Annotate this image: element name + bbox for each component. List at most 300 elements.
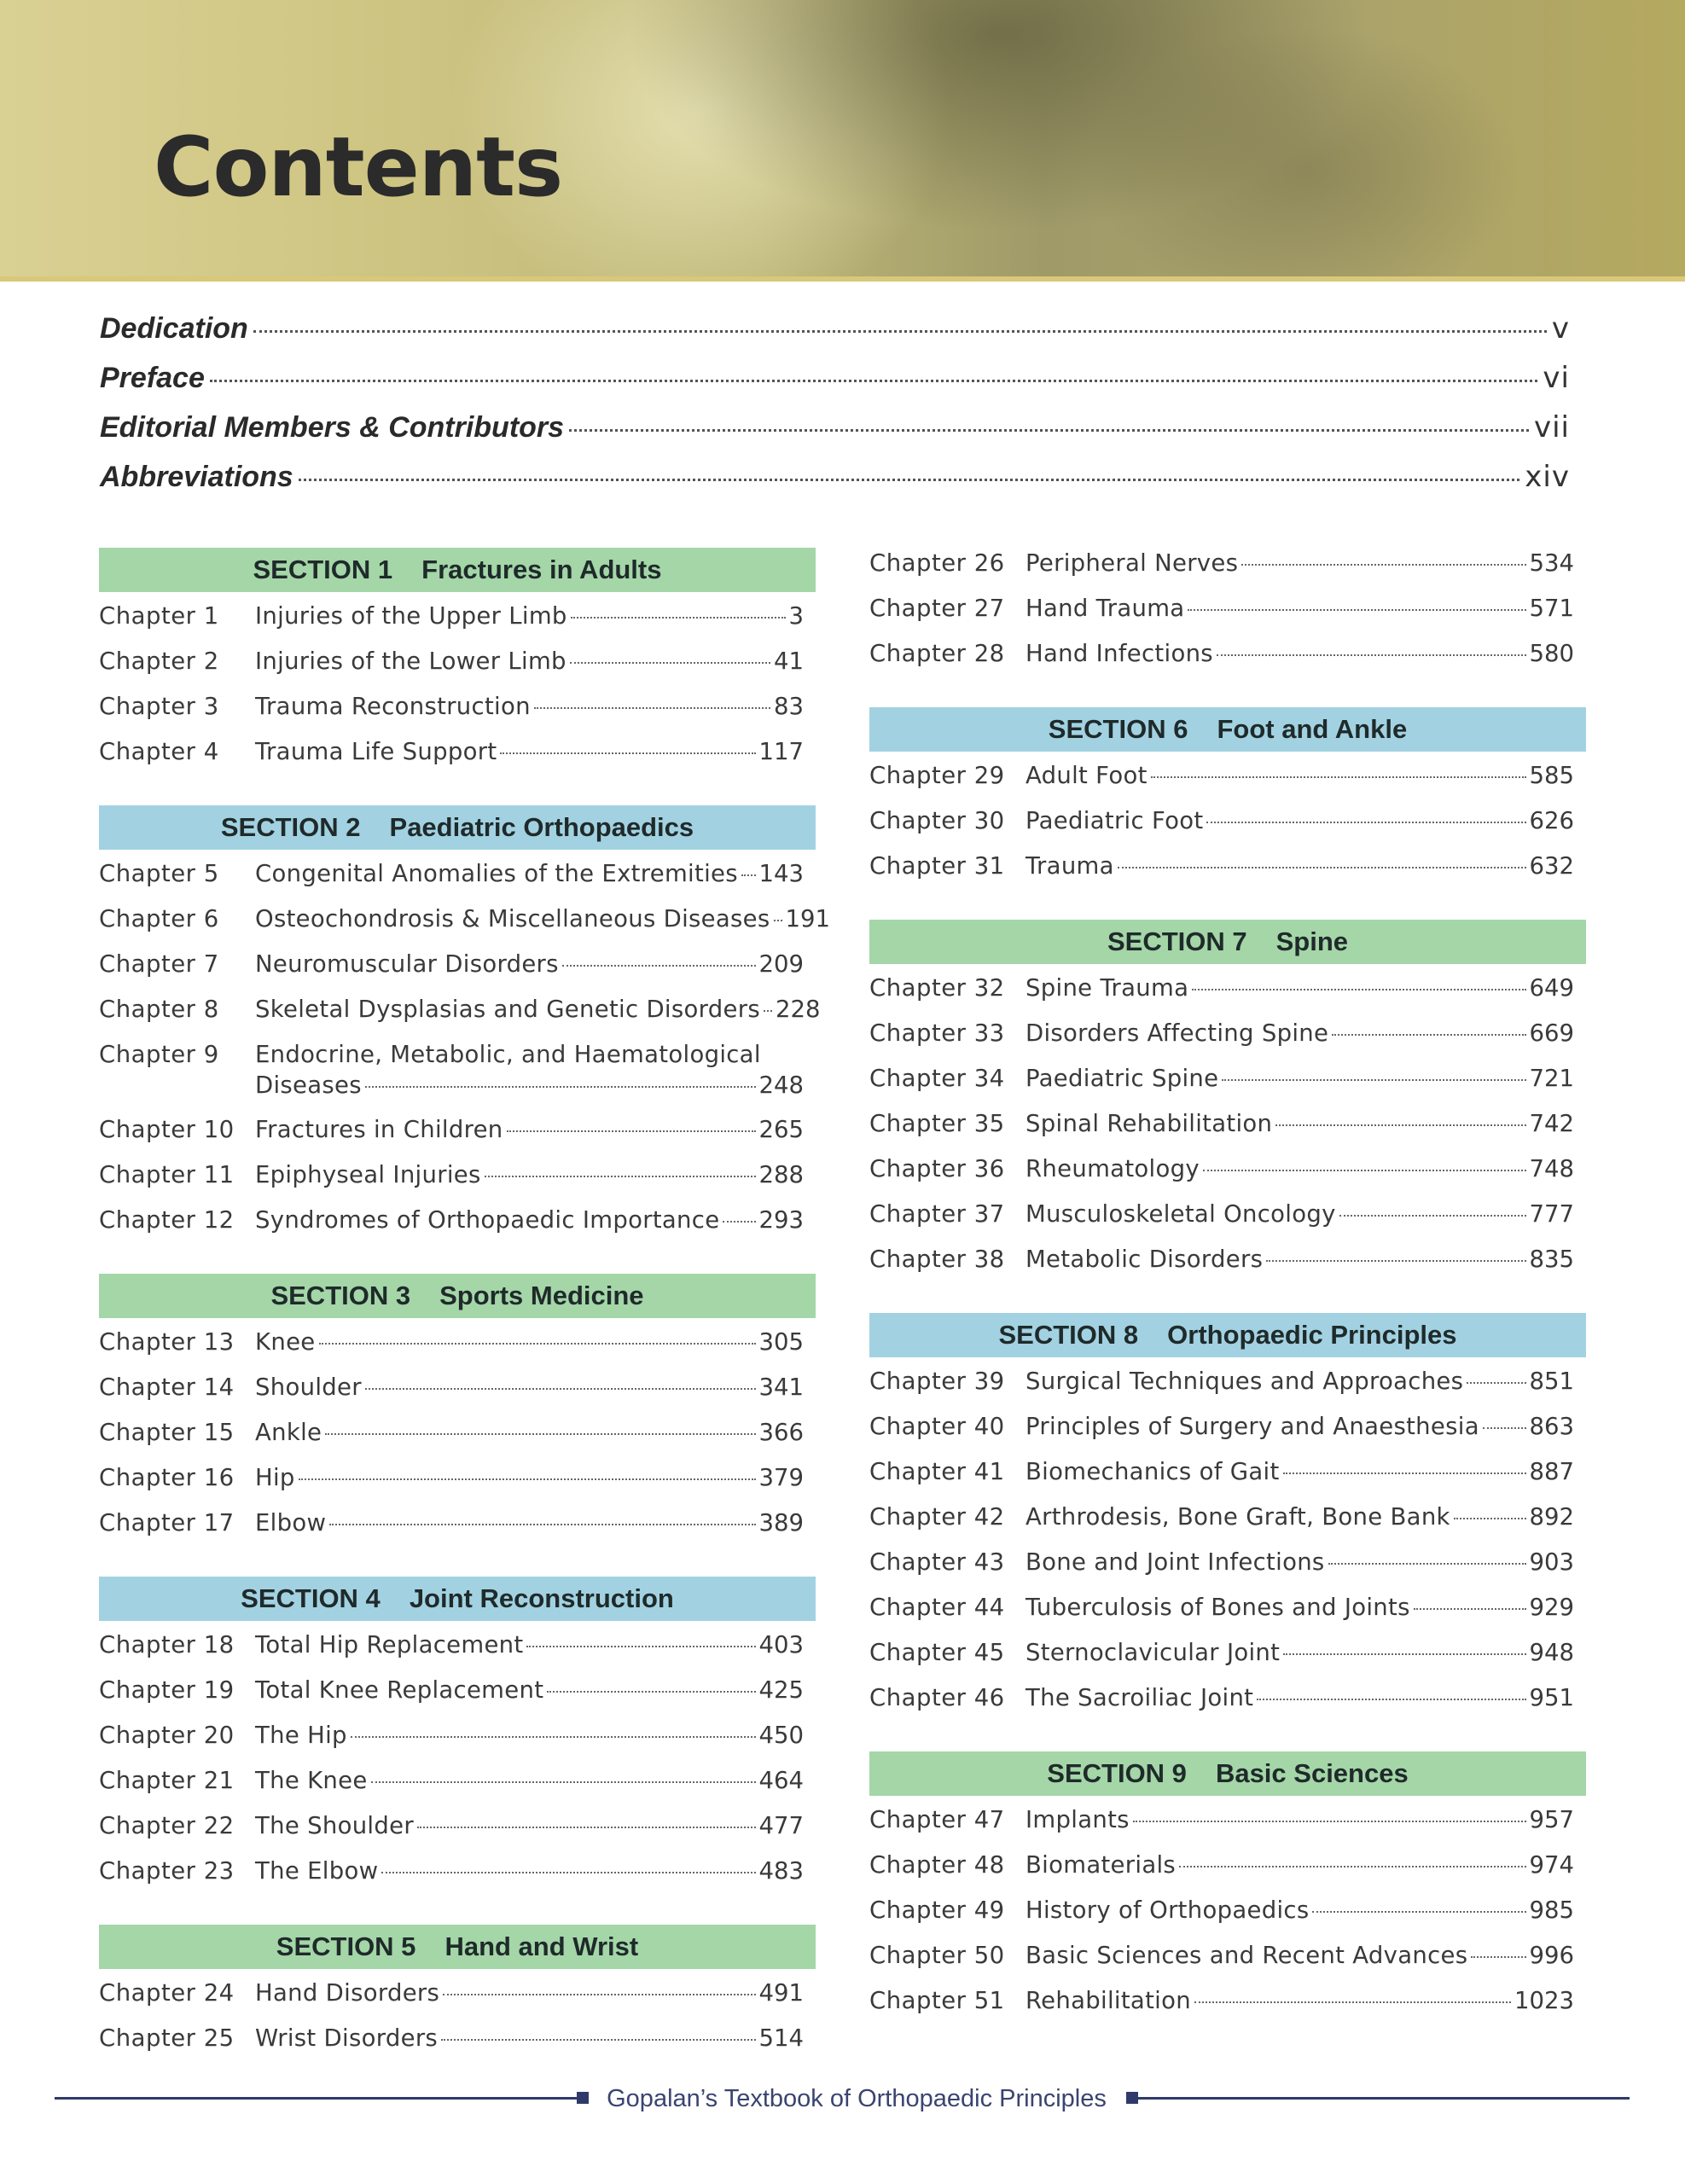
- chapter-title-wrap: [255, 1327, 816, 1357]
- leader-dots: [1283, 1653, 1525, 1655]
- section-name: Joint Reconstruction: [409, 1583, 674, 1613]
- section-number: SECTION 7: [1107, 926, 1247, 956]
- section-name: Paediatric Orthopaedics: [389, 812, 694, 842]
- leader-dots: [253, 330, 1547, 333]
- chapter-title: Hip: [255, 1464, 295, 1491]
- chapter-title: Hand Trauma: [1026, 595, 1185, 622]
- leader-dots: [443, 1994, 755, 1995]
- chapter-title: The Shoulder: [255, 1812, 414, 1839]
- chapter-title-wrap: [255, 858, 816, 889]
- chapter-title: Paediatric Spine: [1026, 1065, 1219, 1092]
- chapter-title: Basic Sciences and Recent Advances: [1026, 1942, 1468, 1969]
- chapter-title-wrap: [1026, 1682, 1586, 1713]
- chapter-page: 721: [1529, 1065, 1574, 1092]
- leader-dots: [1483, 1427, 1526, 1429]
- chapter-entry[interactable]: [869, 1411, 1586, 1456]
- chapter-title-wrap: [1026, 1456, 1586, 1487]
- chapter-title-wrap: [1026, 1547, 1586, 1577]
- chapter-page: 1023: [1514, 1987, 1574, 2014]
- chapter-entry[interactable]: [99, 1462, 816, 1507]
- chapter-title-wrap: [255, 1205, 816, 1235]
- leader-dots: [329, 1524, 755, 1525]
- chapter-title-wrap: [255, 1159, 816, 1190]
- chapter-page: 957: [1529, 1806, 1574, 1833]
- leader-dots: [1118, 867, 1526, 868]
- chapter-title: Total Knee Replacement: [255, 1676, 544, 1704]
- section-spacer: [869, 896, 1586, 920]
- chapter-entry[interactable]: [99, 903, 831, 949]
- chapter-title-wrap: [1026, 1804, 1586, 1835]
- chapter-entry[interactable]: [99, 1629, 816, 1675]
- chapter-number: Chapter 49: [869, 1896, 1005, 1924]
- front-matter-item[interactable]: [100, 311, 1570, 361]
- chapter-number: Chapter 51: [869, 1987, 1005, 2014]
- chapter-page: 835: [1529, 1246, 1574, 1273]
- leader-dots: [526, 1646, 755, 1647]
- chapter-page: 985: [1529, 1896, 1574, 1924]
- leader-dots: [1151, 776, 1526, 778]
- chapter-page: 341: [758, 1374, 804, 1401]
- front-matter-label: Editorial Members & Contributors: [100, 411, 565, 444]
- chapter-title: Biomaterials: [1026, 1851, 1177, 1879]
- chapter-title-wrap: [255, 1039, 816, 1101]
- chapter-number: Chapter 6: [99, 905, 219, 932]
- section-name: Foot and Ankle: [1217, 714, 1408, 744]
- chapter-title: Total Hip Replacement: [255, 1631, 524, 1658]
- section-spacer: [99, 1553, 816, 1577]
- leader-dots: [365, 1388, 756, 1390]
- chapter-number: Chapter 5: [99, 860, 219, 887]
- chapter-entry[interactable]: [869, 1682, 1586, 1728]
- chapter-title: Peripheral Nerves: [1026, 549, 1239, 577]
- chapter-entry[interactable]: [99, 858, 816, 903]
- chapter-title-wrap: [255, 1629, 816, 1660]
- chapter-title: Skeletal Dysplasias and Genetic Disorders: [255, 996, 760, 1023]
- chapter-entry[interactable]: [869, 1366, 1586, 1411]
- chapter-entry[interactable]: [869, 548, 1586, 593]
- chapter-entry[interactable]: [869, 1018, 1586, 1063]
- chapter-title: Bone and Joint Infections: [1026, 1548, 1325, 1576]
- chapter-entry[interactable]: [869, 1895, 1586, 1940]
- chapter-page: 248: [758, 1072, 804, 1099]
- chapter-number: Chapter 14: [99, 1374, 235, 1401]
- chapter-number: Chapter 8: [99, 996, 219, 1023]
- chapter-entry[interactable]: [99, 1114, 816, 1159]
- front-matter-item[interactable]: [100, 460, 1570, 509]
- chapter-title-wrap: [255, 736, 816, 767]
- chapter-number: Chapter 37: [869, 1200, 1005, 1228]
- leader-dots: [1471, 1956, 1525, 1958]
- chapter-entry[interactable]: [99, 994, 821, 1039]
- chapter-entry[interactable]: [99, 601, 816, 646]
- leader-dots: [417, 1827, 756, 1828]
- chapter-title-wrap: [255, 691, 816, 722]
- chapter-number: Chapter 2: [99, 648, 219, 675]
- chapter-number: Chapter 34: [869, 1065, 1005, 1092]
- section-number: SECTION 9: [1047, 1758, 1187, 1788]
- chapter-title-wrap: [255, 1856, 816, 1886]
- chapter-entry[interactable]: [869, 1244, 1586, 1289]
- chapter-number: Chapter 39: [869, 1368, 1005, 1395]
- section-spacer: [869, 1289, 1586, 1313]
- leader-dots: [299, 1478, 756, 1480]
- chapter-title-wrap: [1026, 1637, 1586, 1668]
- chapter-title: Paediatric Foot: [1026, 807, 1204, 834]
- chapter-number: Chapter 40: [869, 1413, 1005, 1440]
- chapter-page: 228: [775, 996, 821, 1023]
- leader-dots: [1454, 1518, 1526, 1519]
- chapter-page: 903: [1529, 1548, 1574, 1576]
- chapter-title: Neuromuscular Disorders: [255, 950, 559, 978]
- chapter-page: 41: [774, 648, 804, 675]
- leader-dots: [1192, 989, 1525, 990]
- chapter-number: Chapter 44: [869, 1594, 1005, 1621]
- leader-dots: [365, 1086, 756, 1088]
- section-header: [869, 1751, 1586, 1796]
- chapter-number: Chapter 7: [99, 950, 219, 978]
- leader-dots: [441, 2039, 755, 2041]
- chapter-number: Chapter 36: [869, 1155, 1005, 1182]
- leader-dots: [1332, 1034, 1525, 1036]
- chapter-title: Elbow: [255, 1509, 327, 1536]
- section-header: [99, 1274, 816, 1318]
- chapter-title: Congenital Anomalies of the Extremities: [255, 860, 738, 887]
- chapter-title: Disorders Affecting Spine: [1026, 1019, 1329, 1047]
- leader-dots: [210, 380, 1538, 382]
- section-header: [99, 805, 816, 850]
- chapter-page: 649: [1529, 974, 1574, 1002]
- chapter-page: 863: [1529, 1413, 1574, 1440]
- chapter-title-wrap: [1026, 1850, 1586, 1880]
- chapter-title: Implants: [1026, 1806, 1130, 1833]
- section-spacer: [99, 781, 816, 805]
- leader-dots: [723, 1221, 755, 1223]
- chapter-entry[interactable]: [869, 593, 1586, 638]
- chapter-title: Trauma: [1026, 852, 1114, 880]
- leader-dots: [1206, 822, 1525, 823]
- chapter-entry[interactable]: [99, 1159, 816, 1205]
- chapter-title: Wrist Disorders: [255, 2024, 439, 2052]
- toc-column-right: [869, 548, 1586, 2030]
- chapter-title-wrap: [1026, 1411, 1586, 1442]
- chapter-entry[interactable]: [869, 973, 1586, 1018]
- leader-dots: [570, 662, 770, 664]
- leader-dots: [319, 1343, 756, 1345]
- chapter-entry[interactable]: [869, 851, 1586, 896]
- leader-dots: [571, 617, 786, 619]
- leader-dots: [534, 707, 770, 709]
- chapter-page: 389: [758, 1509, 804, 1536]
- chapter-number: Chapter 18: [99, 1631, 235, 1658]
- chapter-entry[interactable]: [99, 1205, 816, 1250]
- chapter-number: Chapter 13: [99, 1328, 235, 1356]
- section-number: SECTION 6: [1048, 714, 1188, 744]
- chapter-entry[interactable]: [869, 1199, 1586, 1244]
- chapter-entry[interactable]: [99, 949, 816, 994]
- chapter-number: Chapter 4: [99, 738, 219, 765]
- chapter-entry[interactable]: [99, 1856, 816, 1901]
- leader-dots: [1275, 1124, 1525, 1126]
- leader-dots: [1203, 1170, 1526, 1171]
- chapter-title-wrap: [255, 1978, 816, 2008]
- leader-dots: [1312, 1911, 1525, 1913]
- chapter-title-wrap: [1026, 548, 1586, 578]
- leader-dots: [1328, 1563, 1526, 1565]
- section-number: SECTION 1: [253, 555, 393, 584]
- chapter-title-wrap: [1026, 1502, 1586, 1532]
- section-name: Fractures in Adults: [421, 555, 662, 584]
- chapter-title-wrap: [255, 2023, 816, 2053]
- chapter-title: Syndromes of Orthopaedic Importance: [255, 1206, 720, 1234]
- chapter-entry[interactable]: [99, 1372, 816, 1417]
- chapter-entry[interactable]: [869, 1063, 1586, 1108]
- chapter-number: Chapter 1: [99, 602, 219, 630]
- front-matter-label: Abbreviations: [100, 461, 293, 493]
- chapter-title-wrap: [255, 994, 832, 1025]
- chapter-page: 425: [758, 1676, 804, 1704]
- chapter-entry[interactable]: [99, 1675, 816, 1720]
- leader-dots: [325, 1433, 755, 1435]
- chapter-title-wrap: [255, 1720, 816, 1751]
- chapter-page: 143: [758, 860, 804, 887]
- chapter-number: Chapter 35: [869, 1110, 1005, 1137]
- chapter-entry[interactable]: [869, 1502, 1586, 1547]
- chapter-title: Principles of Surgery and Anaesthesia: [1026, 1413, 1479, 1440]
- chapter-page: 483: [758, 1857, 804, 1885]
- chapter-page: 209: [758, 950, 804, 978]
- chapter-title: Arthrodesis, Bone Graft, Bone Bank: [1026, 1503, 1450, 1531]
- chapter-page: 948: [1529, 1639, 1574, 1666]
- chapter-number: Chapter 41: [869, 1458, 1005, 1485]
- chapter-title: Rheumatology: [1026, 1155, 1200, 1182]
- chapter-page: 742: [1529, 1110, 1574, 1137]
- leader-dots: [764, 1010, 772, 1012]
- chapter-page: 534: [1529, 549, 1574, 577]
- section-number: SECTION 4: [241, 1583, 381, 1613]
- chapter-number: Chapter 22: [99, 1812, 235, 1839]
- chapter-page: 626: [1529, 807, 1574, 834]
- leader-dots: [299, 479, 1520, 481]
- chapter-number: Chapter 26: [869, 549, 1005, 577]
- chapter-title-wrap: [255, 903, 842, 934]
- chapter-entry[interactable]: [869, 1456, 1586, 1502]
- front-matter-page: vi: [1543, 361, 1570, 395]
- chapter-entry[interactable]: [99, 1765, 816, 1810]
- chapter-entry[interactable]: [869, 760, 1586, 805]
- chapter-entry[interactable]: [869, 1804, 1586, 1850]
- chapter-title: Rehabilitation: [1026, 1987, 1191, 2014]
- chapter-title-wrap: [1026, 593, 1586, 624]
- chapter-page: 464: [758, 1767, 804, 1794]
- chapter-title-wrap: [255, 1462, 816, 1493]
- chapter-title-wrap: [1026, 1199, 1586, 1229]
- chapter-page: 477: [758, 1812, 804, 1839]
- leader-dots: [500, 752, 755, 754]
- chapter-title: Hand Infections: [1026, 640, 1213, 667]
- chapter-title: Fractures in Children: [255, 1116, 503, 1143]
- chapter-number: Chapter 19: [99, 1676, 235, 1704]
- chapter-entry[interactable]: [869, 638, 1586, 683]
- chapter-entry[interactable]: [99, 1417, 816, 1462]
- section-name: Hand and Wrist: [444, 1931, 639, 1961]
- chapter-title: Hand Disorders: [255, 1979, 440, 2007]
- leader-dots: [1217, 654, 1526, 656]
- leader-dots: [1179, 1866, 1525, 1867]
- chapter-title: The Elbow: [255, 1857, 379, 1885]
- leader-dots: [1283, 1472, 1526, 1474]
- section-header: [99, 1925, 816, 1969]
- leader-dots: [1241, 564, 1525, 566]
- chapter-title-wrap: [255, 949, 816, 979]
- chapter-entry[interactable]: [869, 1985, 1586, 2030]
- chapter-page: 974: [1529, 1851, 1574, 1879]
- leader-dots: [1133, 1821, 1526, 1822]
- chapter-title: Metabolic Disorders: [1026, 1246, 1264, 1273]
- chapter-title-wrap: [255, 601, 816, 631]
- chapter-title-wrap: [255, 1417, 816, 1448]
- leader-dots: [1188, 609, 1525, 611]
- section-number: SECTION 3: [270, 1281, 411, 1310]
- leader-dots: [569, 429, 1529, 432]
- chapter-number: Chapter 24: [99, 1979, 235, 2007]
- chapter-title: Trauma Life Support: [255, 738, 497, 765]
- chapter-entry[interactable]: [869, 805, 1586, 851]
- chapter-title-wrap: [1026, 1063, 1586, 1094]
- section-header: [99, 1577, 816, 1621]
- chapter-entry[interactable]: [869, 1547, 1586, 1592]
- chapter-title: Trauma Reconstruction: [255, 693, 531, 720]
- chapter-page: 117: [758, 738, 804, 765]
- chapter-title: Injuries of the Upper Limb: [255, 602, 567, 630]
- leader-dots: [351, 1736, 756, 1738]
- chapter-page: 777: [1529, 1200, 1574, 1228]
- chapter-number: Chapter 21: [99, 1767, 235, 1794]
- chapter-title: Shoulder: [255, 1374, 362, 1401]
- page-footer: [55, 2085, 1630, 2111]
- chapter-page: 403: [758, 1631, 804, 1658]
- chapter-number: Chapter 9: [99, 1041, 219, 1068]
- chapter-entry[interactable]: [869, 1108, 1586, 1153]
- front-matter-page: vii: [1533, 410, 1570, 444]
- chapter-page: 632: [1529, 852, 1574, 880]
- chapter-title: Adult Foot: [1026, 762, 1148, 789]
- chapter-page: 265: [758, 1116, 804, 1143]
- chapter-number: Chapter 3: [99, 693, 219, 720]
- front-matter-item[interactable]: [100, 410, 1570, 460]
- front-matter-item[interactable]: [100, 361, 1570, 410]
- chapter-page: 366: [758, 1419, 804, 1446]
- chapter-page: 288: [758, 1161, 804, 1188]
- section-spacer: [99, 1250, 816, 1274]
- chapter-title: Ankle: [255, 1419, 322, 1446]
- leader-dots: [1266, 1260, 1525, 1262]
- chapter-title-wrap: [1026, 1153, 1586, 1184]
- chapter-title-wrap: [1026, 1244, 1586, 1275]
- chapter-number: Chapter 38: [869, 1246, 1005, 1273]
- front-matter-label: Preface: [100, 362, 205, 394]
- chapter-number: Chapter 31: [869, 852, 1005, 880]
- chapter-number: Chapter 29: [869, 762, 1005, 789]
- chapter-title: Sternoclavicular Joint: [1026, 1639, 1281, 1666]
- leader-dots: [547, 1691, 755, 1693]
- chapter-entry[interactable]: [99, 1507, 816, 1553]
- chapter-page: 305: [758, 1328, 804, 1356]
- chapter-title-wrap: [255, 1114, 816, 1145]
- chapter-number: Chapter 43: [869, 1548, 1005, 1576]
- section-number: SECTION 5: [276, 1931, 416, 1961]
- chapter-entry[interactable]: [99, 1039, 816, 1114]
- chapter-page: 191: [785, 905, 831, 932]
- front-matter-list: [100, 311, 1570, 509]
- chapter-page: 996: [1529, 1942, 1574, 1969]
- chapter-title: Surgical Techniques and Approaches: [1026, 1368, 1464, 1395]
- chapter-title: The Knee: [255, 1767, 368, 1794]
- section-name: Basic Sciences: [1215, 1758, 1409, 1788]
- chapter-title: Knee: [255, 1328, 316, 1356]
- chapter-entry[interactable]: [99, 1978, 816, 2023]
- leader-dots: [1222, 1079, 1525, 1081]
- chapter-entry[interactable]: [869, 1592, 1586, 1637]
- chapter-number: Chapter 10: [99, 1116, 235, 1143]
- chapter-title: Epiphyseal Injuries: [255, 1161, 481, 1188]
- chapter-title-wrap: [255, 646, 816, 677]
- chapter-number: Chapter 47: [869, 1806, 1005, 1833]
- leader-dots: [485, 1176, 756, 1177]
- chapter-page: 293: [758, 1206, 804, 1234]
- chapter-entry[interactable]: [869, 1637, 1586, 1682]
- chapter-number: Chapter 45: [869, 1639, 1005, 1666]
- chapter-title-wrap: [1026, 1985, 1586, 2016]
- chapter-title: Osteochondrosis & Miscellaneous Diseases: [255, 905, 770, 932]
- chapter-title-wrap: [1026, 851, 1586, 881]
- chapter-entry[interactable]: [869, 1940, 1586, 1985]
- chapter-entry[interactable]: [99, 691, 816, 736]
- chapter-entry[interactable]: [869, 1153, 1586, 1199]
- chapter-number: Chapter 30: [869, 807, 1005, 834]
- chapter-page: 514: [758, 2024, 804, 2052]
- chapter-number: Chapter 32: [869, 974, 1005, 1002]
- chapter-title-wrap: [1026, 638, 1586, 669]
- chapter-title-wrap: [1026, 1366, 1586, 1397]
- header-banner: [0, 0, 1685, 282]
- chapter-title-wrap: [1026, 805, 1586, 836]
- chapter-page: 3: [788, 602, 804, 630]
- chapter-entry[interactable]: [99, 1327, 816, 1372]
- section-name: Sports Medicine: [439, 1281, 644, 1310]
- chapter-entry[interactable]: [99, 1810, 816, 1856]
- chapter-entry[interactable]: [99, 736, 816, 781]
- chapter-number: Chapter 16: [99, 1464, 235, 1491]
- chapter-title-wrap: [1026, 1940, 1586, 1971]
- chapter-entry[interactable]: [99, 1720, 816, 1765]
- chapter-number: Chapter 27: [869, 595, 1005, 622]
- section-number: SECTION 2: [220, 812, 361, 842]
- chapter-entry[interactable]: [869, 1850, 1586, 1895]
- leader-dots: [371, 1781, 756, 1783]
- chapter-number: Chapter 23: [99, 1857, 235, 1885]
- leader-dots: [562, 965, 756, 967]
- chapter-entry[interactable]: [99, 2023, 816, 2068]
- leader-dots: [1414, 1608, 1526, 1610]
- chapter-title-wrap: [1026, 1018, 1586, 1048]
- front-matter-page: v: [1551, 311, 1570, 346]
- chapter-entry[interactable]: [99, 646, 816, 691]
- section-spacer: [99, 1901, 816, 1925]
- chapter-number: Chapter 12: [99, 1206, 235, 1234]
- chapter-number: Chapter 42: [869, 1503, 1005, 1531]
- chapter-title: The Sacroiliac Joint: [1026, 1684, 1254, 1711]
- toc-column-left: [99, 548, 831, 2068]
